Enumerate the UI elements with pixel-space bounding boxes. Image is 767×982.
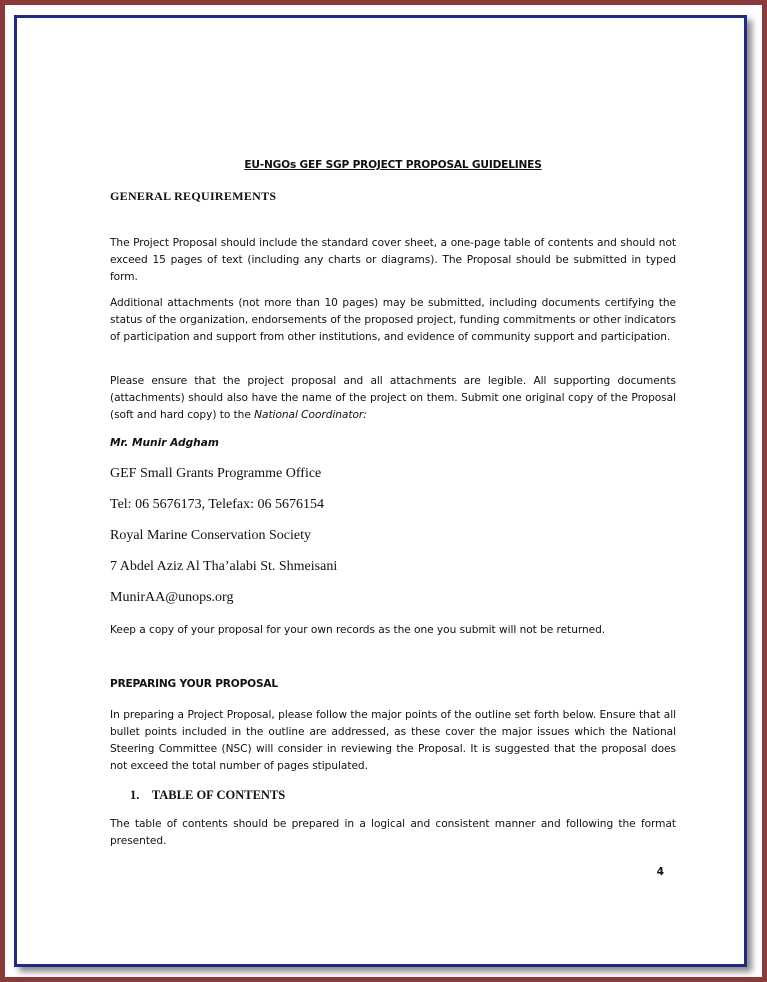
national-coordinator-label: National Coordinator: [254,409,367,421]
general-requirements-para-2: Additional attachments (not more than 10 pages) may be submitted, including documents certifying the status of the organization, endorsements of the proposed project, funding commitments or other indicators of participation and support from other institutions, and evidence of community support and participation. [110,297,676,343]
document-page [14,15,747,967]
contact-phone: Tel: 06 5676173, Telefax: 06 5676154 [110,497,324,512]
contact-organization: Royal Marine Conservation Society [110,528,312,543]
contact-email: MunirAA@unops.org [110,590,234,605]
para-3-text: Please ensure that the project proposal and all attachments are legible. All supporting documents (attachments) should also have the name of the project on them. Submit one original copy of the Proposal (soft and hard copy) to the [110,375,676,421]
page-number: 4 [656,866,664,878]
section-1-title: TABLE OF CONTENTS [151,788,286,802]
general-requirements-para-3 [110,373,676,424]
contact-office: GEF Small Grants Programme Office [110,466,322,481]
keep-copy-note: Keep a copy of your proposal for your own records as the one you submit will not be returned. [110,624,606,636]
section-1-number: 1. [130,788,140,802]
general-requirements-para-1: The Project Proposal should include the standard cover sheet, a one-page table of contents and should not exceed 15 pages of text (including any charts or diagrams). The Proposal should be submitted in typed form. [110,237,676,283]
section-1-heading [110,788,676,803]
general-requirements-heading: GENERAL REQUIREMENTS [110,189,277,203]
contact-name: Mr. Munir Adgham [110,437,219,449]
preparing-proposal-heading: PREPARING YOUR PROPOSAL [110,678,278,690]
document-title: EU-NGOs GEF SGP PROJECT PROPOSAL GUIDELINES [244,159,542,171]
preparing-proposal-para: In preparing a Project Proposal, please follow the major points of the outline set forth below. Ensure that all bullet points included in the outline are addressed, as these cover the major issues which the National Steering Committee (NSC) will consider in reviewing the Proposal. It is suggested that the proposal does not exceed the total number of pages stipulated. [110,709,676,772]
section-1-para: The table of contents should be prepared in a logical and consistent manner and following the format presented. [110,818,676,847]
contact-address: 7 Abdel Aziz Al Tha’alabi St. Shmeisani [110,559,338,574]
